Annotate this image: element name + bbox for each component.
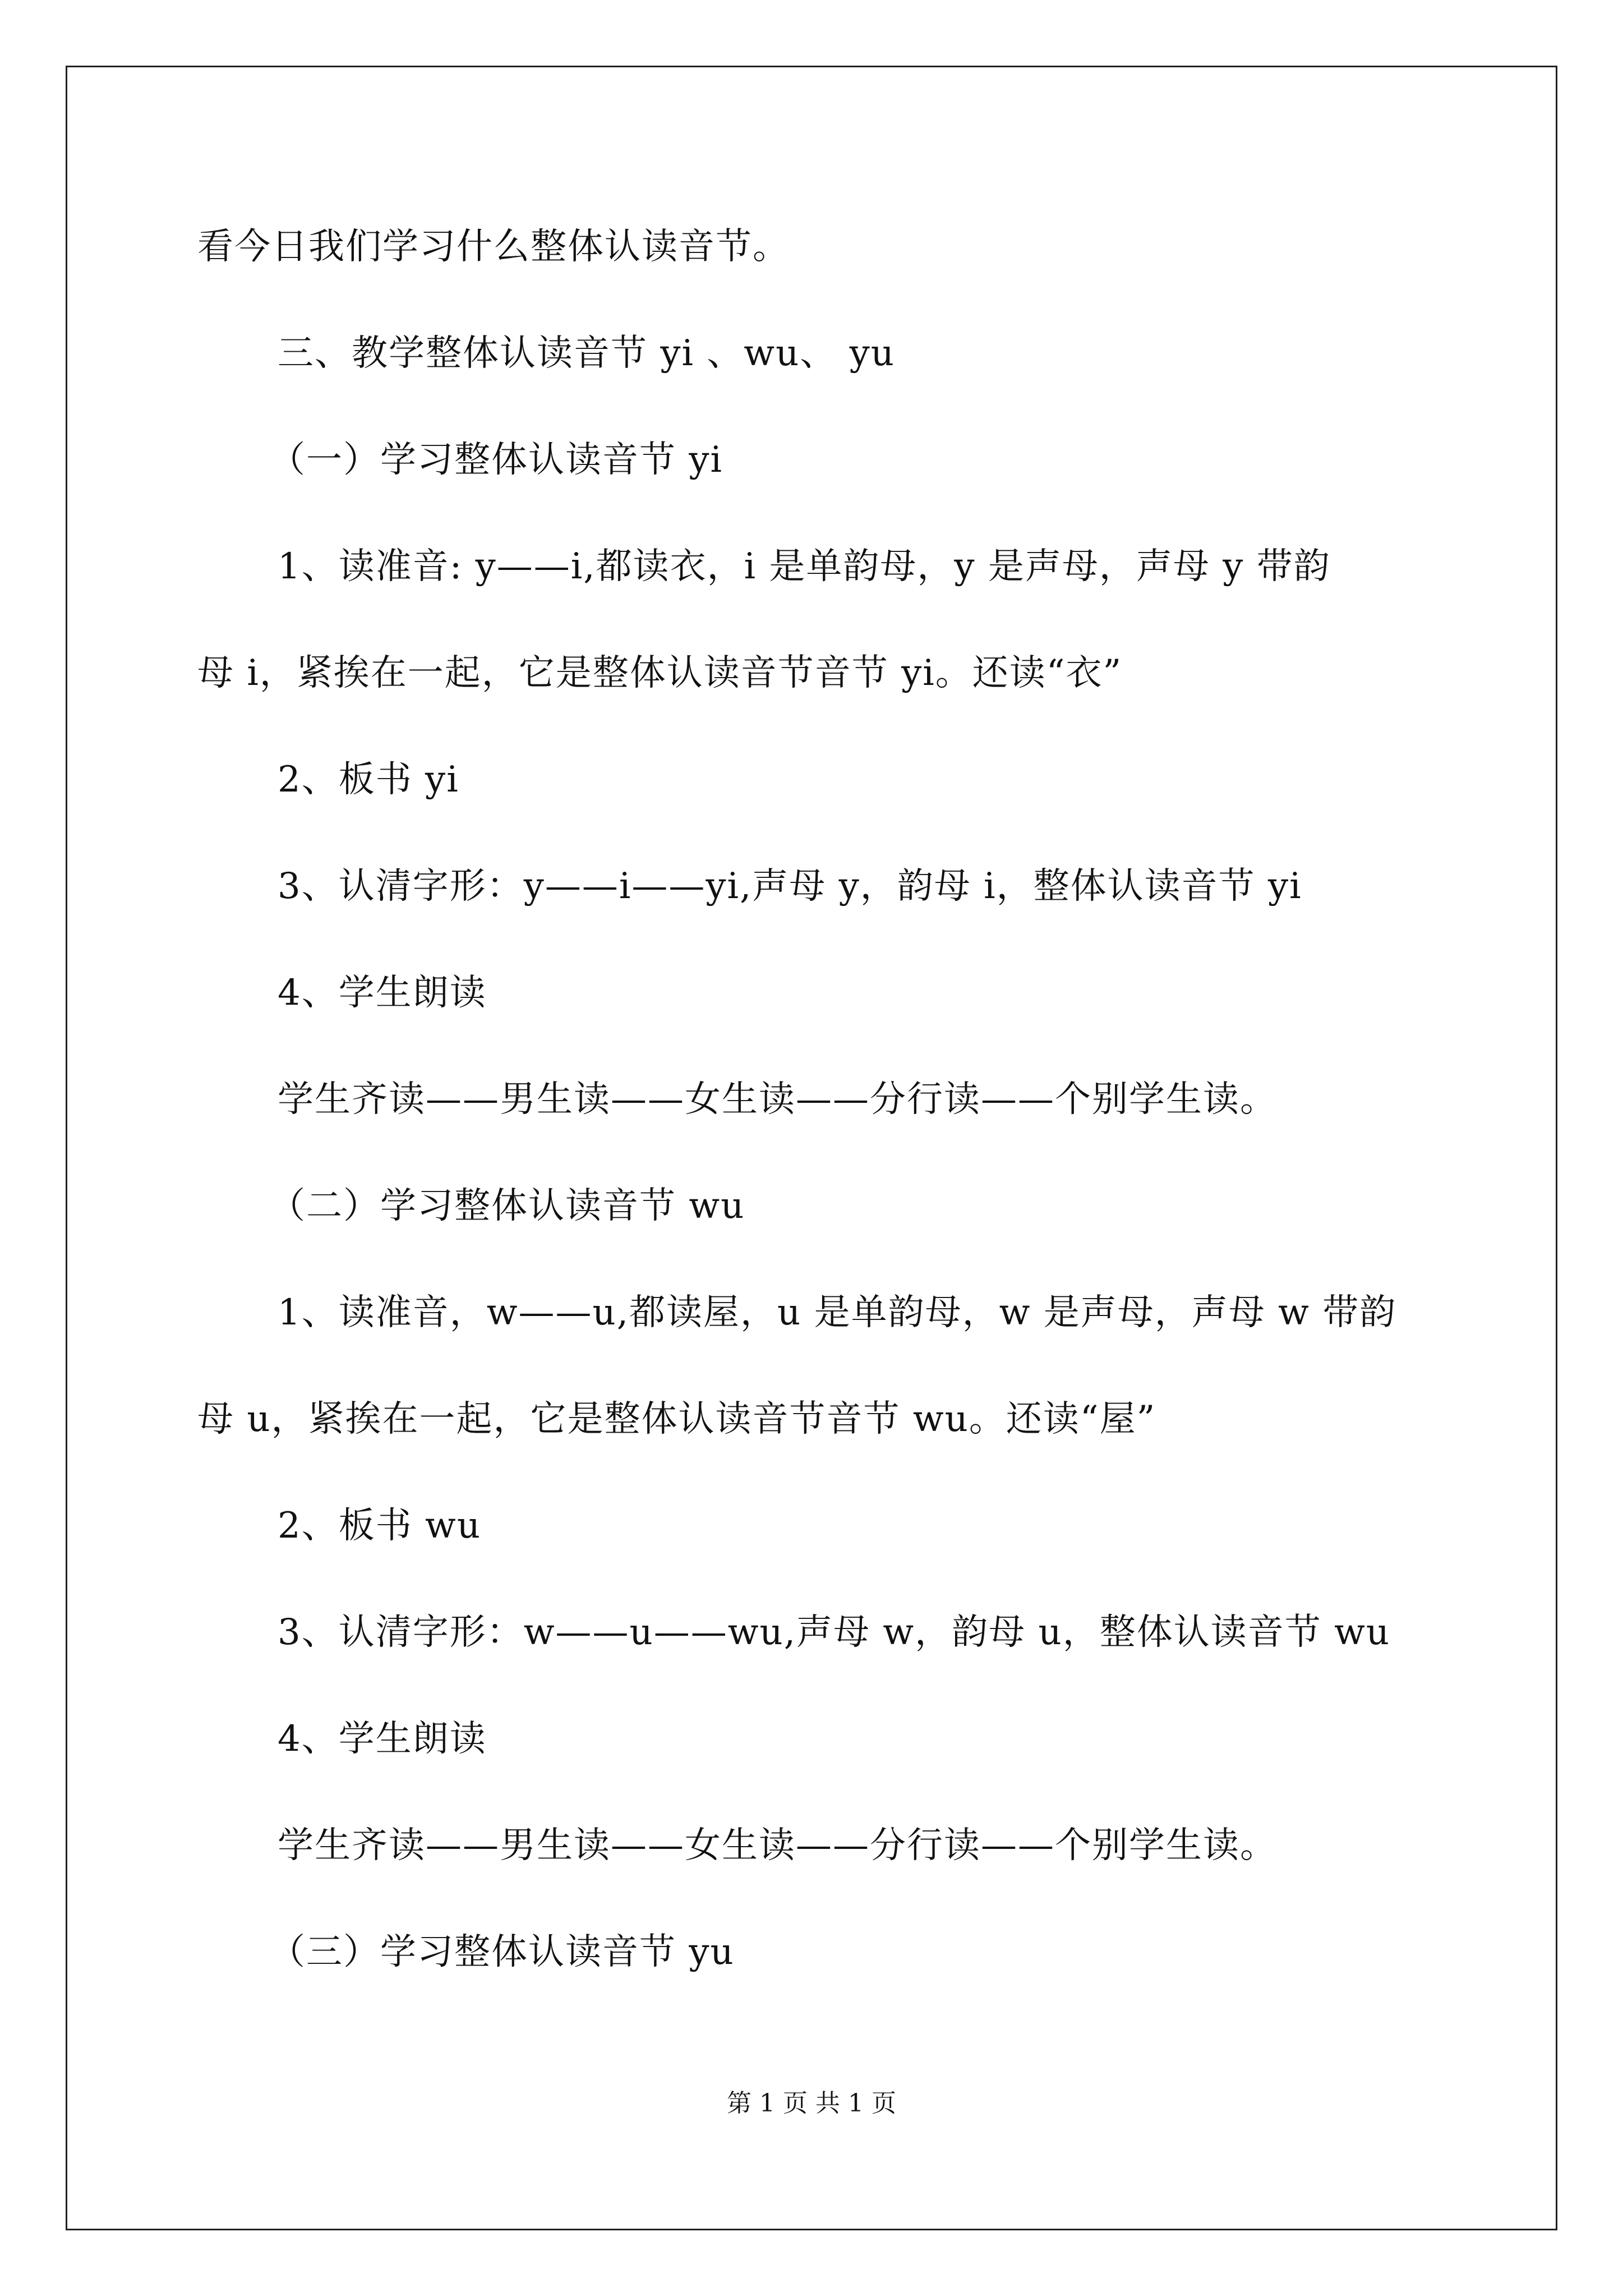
paragraph-line-yi-read-order: 学生齐读——男生读——女生读——分行读——个别学生读。: [278, 1079, 1277, 1120]
paragraph-line-wu-shape: 3、认清字形：w——u——wu,声母 w，韵母 u，整体认读音节 wu: [278, 1612, 1391, 1653]
subheading-two-wu: （二）学习整体认读音节 wu: [269, 1185, 745, 1227]
paragraph-line-wu-pronounce-cont: 母 u，紧挨在一起，它是整体认读音节音节 wu。还读“屋”: [197, 1398, 1156, 1440]
subheading-three-yu: （三）学习整体认读音节 yu: [269, 1931, 735, 1973]
paragraph-line-wu-pronounce: 1、读准音，w——u,都读屋，u 是单韵母，w 是声母，声母 w 带韵: [278, 1292, 1397, 1333]
paragraph-line-yi-read: 4、学生朗读: [278, 972, 487, 1014]
page-border: [66, 66, 1557, 2230]
page-footer: 第 1 页 共 1 页: [727, 2089, 896, 2118]
paragraph-line-intro: 看今日我们学习什么整体认读音节。: [197, 226, 790, 268]
subheading-one-yi: （一）学习整体认读音节 yi: [269, 439, 723, 481]
paragraph-line-yi-shape: 3、认清字形：y——i——yi,声母 y，韵母 i，整体认读音节 yi: [278, 866, 1302, 907]
paragraph-line-wu-read-order: 学生齐读——男生读——女生读——分行读——个别学生读。: [278, 1825, 1277, 1866]
paragraph-line-wu-board: 2、板书 wu: [278, 1505, 482, 1547]
section-heading-three: 三、教学整体认读音节 yi 、wu、 yu: [278, 333, 896, 374]
paragraph-line-wu-read: 4、学生朗读: [278, 1718, 487, 1760]
paragraph-line-yi-board: 2、板书 yi: [278, 759, 459, 800]
paragraph-line-yi-pronounce-cont: 母 i，紧挨在一起，它是整体认读音节音节 yi。还读“衣”: [197, 652, 1123, 694]
paragraph-line-yi-pronounce: 1、读准音: y——i,都读衣，i 是单韵母，y 是声母，声母 y 带韵: [278, 546, 1331, 587]
